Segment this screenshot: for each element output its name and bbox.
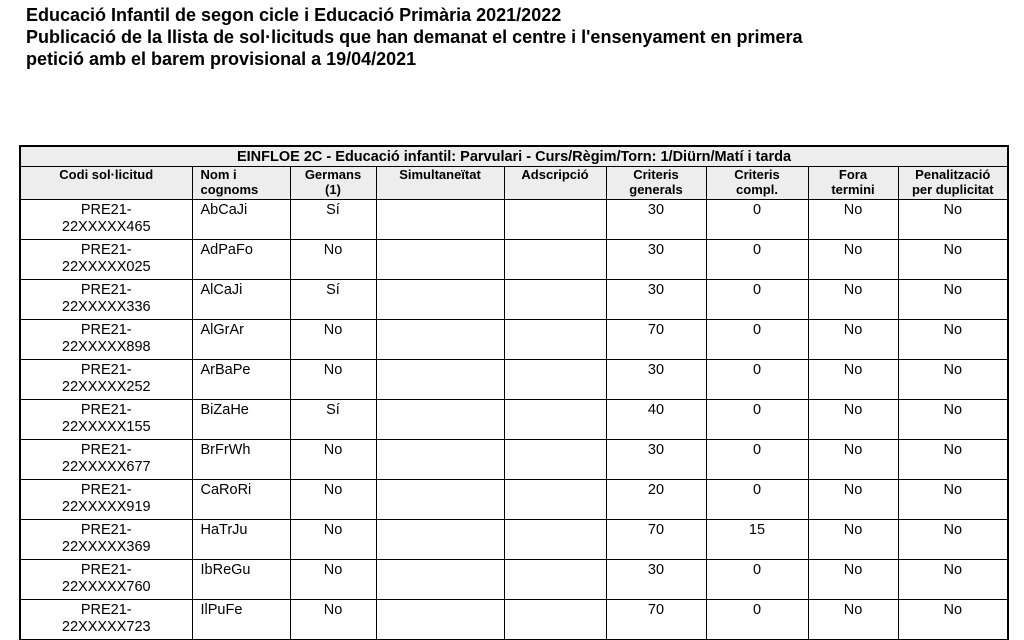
cell-criteris-generals: 70 (606, 320, 706, 360)
cell-codi-line-1: PRE21- (80, 402, 132, 418)
cell-fora-termini: No (808, 360, 898, 400)
cell-fora-termini: No (808, 440, 898, 480)
cell-simultaneitat (376, 440, 504, 480)
cell-nom: HaTrJu (192, 520, 290, 560)
cell-codi (20, 320, 192, 360)
cell-germans: No (290, 560, 376, 600)
cell-penalitzacio: No (898, 400, 1008, 440)
cell-adscripcio (504, 200, 606, 240)
cell-codi-line-1: PRE21- (80, 242, 132, 258)
col-header-penalitzacio: Penalització per duplicitat (898, 167, 1008, 200)
table-row (20, 440, 1008, 480)
cell-criteris-compl: 0 (706, 600, 808, 640)
cell-penalitzacio: No (898, 200, 1008, 240)
cell-codi (20, 480, 192, 520)
cell-nom: IbReGu (192, 560, 290, 600)
col-header-simultaneitat: Simultaneïtat (376, 167, 504, 200)
cell-codi-line-2: 22XXXXX025 (61, 259, 151, 275)
cell-simultaneitat (376, 280, 504, 320)
cell-codi (20, 600, 192, 640)
cell-fora-termini: No (808, 480, 898, 520)
cell-nom: BiZaHe (192, 400, 290, 440)
cell-codi (20, 200, 192, 240)
cell-germans: Sí (290, 200, 376, 240)
table-row (20, 560, 1008, 600)
table-row (20, 400, 1008, 440)
cell-codi (20, 280, 192, 320)
cell-criteris-compl: 0 (706, 400, 808, 440)
cell-penalitzacio: No (898, 560, 1008, 600)
cell-codi (20, 520, 192, 560)
cell-criteris-compl: 0 (706, 360, 808, 400)
cell-fora-termini: No (808, 400, 898, 440)
table-row (20, 520, 1008, 560)
cell-criteris-generals: 30 (606, 440, 706, 480)
table-row (20, 280, 1008, 320)
cell-simultaneitat (376, 480, 504, 520)
cell-criteris-generals: 30 (606, 240, 706, 280)
cell-simultaneitat (376, 520, 504, 560)
cell-nom: AlCaJi (192, 280, 290, 320)
document-heading (26, 4, 1006, 70)
cell-adscripcio (504, 240, 606, 280)
cell-fora-termini: No (808, 520, 898, 560)
cell-penalitzacio: No (898, 440, 1008, 480)
cell-adscripcio (504, 560, 606, 600)
cell-nom: ArBaPe (192, 360, 290, 400)
cell-criteris-compl: 0 (706, 280, 808, 320)
cell-codi-line-2: 22XXXXX252 (61, 379, 151, 395)
cell-criteris-compl: 0 (706, 320, 808, 360)
cell-criteris-generals: 30 (606, 360, 706, 400)
cell-codi (20, 360, 192, 400)
cell-criteris-compl: 0 (706, 560, 808, 600)
cell-codi-line-1: PRE21- (80, 362, 132, 378)
cell-fora-termini: No (808, 320, 898, 360)
heading-line-3: petició amb el barem provisional a 19/04/2021 (26, 49, 417, 69)
cell-criteris-compl: 0 (706, 480, 808, 520)
cell-criteris-generals: 40 (606, 400, 706, 440)
heading-line-1: Educació Infantil de segon cicle i Educació Primària 2021/2022 (26, 5, 562, 25)
col-header-fora-termini: Fora termini (808, 167, 898, 200)
cell-fora-termini: No (808, 600, 898, 640)
cell-penalitzacio: No (898, 480, 1008, 520)
cell-simultaneitat (376, 320, 504, 360)
cell-germans: No (290, 480, 376, 520)
cell-codi-line-1: PRE21- (80, 322, 132, 338)
table-caption: EINFLOE 2C - Educació infantil: Parvulari - Curs/Règim/Torn: 1/Diürn/Matí i tarda (20, 146, 1008, 167)
cell-germans: No (290, 320, 376, 360)
cell-penalitzacio: No (898, 240, 1008, 280)
cell-fora-termini: No (808, 200, 898, 240)
table-row (20, 200, 1008, 240)
cell-penalitzacio: No (898, 320, 1008, 360)
cell-codi-line-2: 22XXXXX336 (61, 299, 151, 315)
cell-simultaneitat (376, 240, 504, 280)
cell-codi (20, 400, 192, 440)
cell-codi-line-1: PRE21- (80, 522, 132, 538)
col-header-criteris-compl: Criteris compl. (706, 167, 808, 200)
applications-table-wrapper (19, 145, 1007, 640)
cell-codi (20, 560, 192, 600)
cell-adscripcio (504, 440, 606, 480)
heading-line-2: Publicació de la llista de sol·licituds que han demanat el centre i l'ensenyament en primera (26, 27, 803, 47)
cell-germans: Sí (290, 400, 376, 440)
col-header-nom: Nom i cognoms (192, 167, 290, 200)
applications-table (19, 145, 1009, 640)
table-row (20, 600, 1008, 640)
cell-criteris-compl: 0 (706, 440, 808, 480)
table-body (20, 200, 1008, 640)
cell-nom: IlPuFe (192, 600, 290, 640)
cell-codi-line-1: PRE21- (80, 202, 132, 218)
cell-codi-line-2: 22XXXXX465 (61, 219, 151, 235)
cell-adscripcio (504, 480, 606, 520)
cell-simultaneitat (376, 360, 504, 400)
cell-simultaneitat (376, 600, 504, 640)
cell-simultaneitat (376, 560, 504, 600)
cell-codi-line-2: 22XXXXX898 (61, 339, 151, 355)
cell-simultaneitat (376, 200, 504, 240)
cell-criteris-generals: 70 (606, 520, 706, 560)
cell-codi-line-1: PRE21- (80, 602, 132, 618)
cell-codi (20, 240, 192, 280)
cell-germans: No (290, 600, 376, 640)
table-row (20, 360, 1008, 400)
cell-criteris-compl: 0 (706, 240, 808, 280)
cell-adscripcio (504, 400, 606, 440)
cell-codi-line-2: 22XXXXX723 (61, 619, 151, 635)
cell-penalitzacio: No (898, 280, 1008, 320)
cell-codi-line-1: PRE21- (80, 442, 132, 458)
cell-germans: No (290, 440, 376, 480)
cell-fora-termini: No (808, 240, 898, 280)
table-row (20, 480, 1008, 520)
cell-penalitzacio: No (898, 520, 1008, 560)
cell-criteris-generals: 30 (606, 560, 706, 600)
cell-codi-line-2: 22XXXXX919 (61, 499, 151, 515)
cell-nom: BrFrWh (192, 440, 290, 480)
cell-codi-line-2: 22XXXXX677 (61, 459, 151, 475)
cell-penalitzacio: No (898, 600, 1008, 640)
cell-nom: AlGrAr (192, 320, 290, 360)
col-header-criteris-generals: Criteris generals (606, 167, 706, 200)
table-row (20, 320, 1008, 360)
cell-germans: No (290, 520, 376, 560)
cell-fora-termini: No (808, 280, 898, 320)
cell-germans: No (290, 360, 376, 400)
cell-criteris-generals: 30 (606, 200, 706, 240)
cell-codi-line-2: 22XXXXX155 (61, 419, 151, 435)
cell-criteris-generals: 30 (606, 280, 706, 320)
cell-germans: No (290, 240, 376, 280)
cell-simultaneitat (376, 400, 504, 440)
cell-adscripcio (504, 280, 606, 320)
cell-penalitzacio: No (898, 360, 1008, 400)
cell-fora-termini: No (808, 560, 898, 600)
cell-nom: AdPaFo (192, 240, 290, 280)
cell-adscripcio (504, 360, 606, 400)
cell-adscripcio (504, 320, 606, 360)
cell-codi-line-1: PRE21- (80, 562, 132, 578)
cell-criteris-generals: 20 (606, 480, 706, 520)
cell-germans: Sí (290, 280, 376, 320)
cell-adscripcio (504, 600, 606, 640)
cell-criteris-compl: 15 (706, 520, 808, 560)
cell-adscripcio (504, 520, 606, 560)
cell-codi (20, 440, 192, 480)
col-header-adscripcio: Adscripció (504, 167, 606, 200)
cell-criteris-compl: 0 (706, 200, 808, 240)
cell-codi-line-2: 22XXXXX369 (61, 539, 151, 555)
cell-codi-line-1: PRE21- (80, 282, 132, 298)
table-header-row (20, 167, 1008, 200)
cell-codi-line-2: 22XXXXX760 (61, 579, 151, 595)
col-header-codi: Codi sol·licitud (20, 167, 192, 200)
cell-criteris-generals: 70 (606, 600, 706, 640)
cell-codi-line-1: PRE21- (80, 482, 132, 498)
cell-nom: AbCaJi (192, 200, 290, 240)
cell-nom: CaRoRi (192, 480, 290, 520)
col-header-germans: Germans (1) (290, 167, 376, 200)
table-row (20, 240, 1008, 280)
